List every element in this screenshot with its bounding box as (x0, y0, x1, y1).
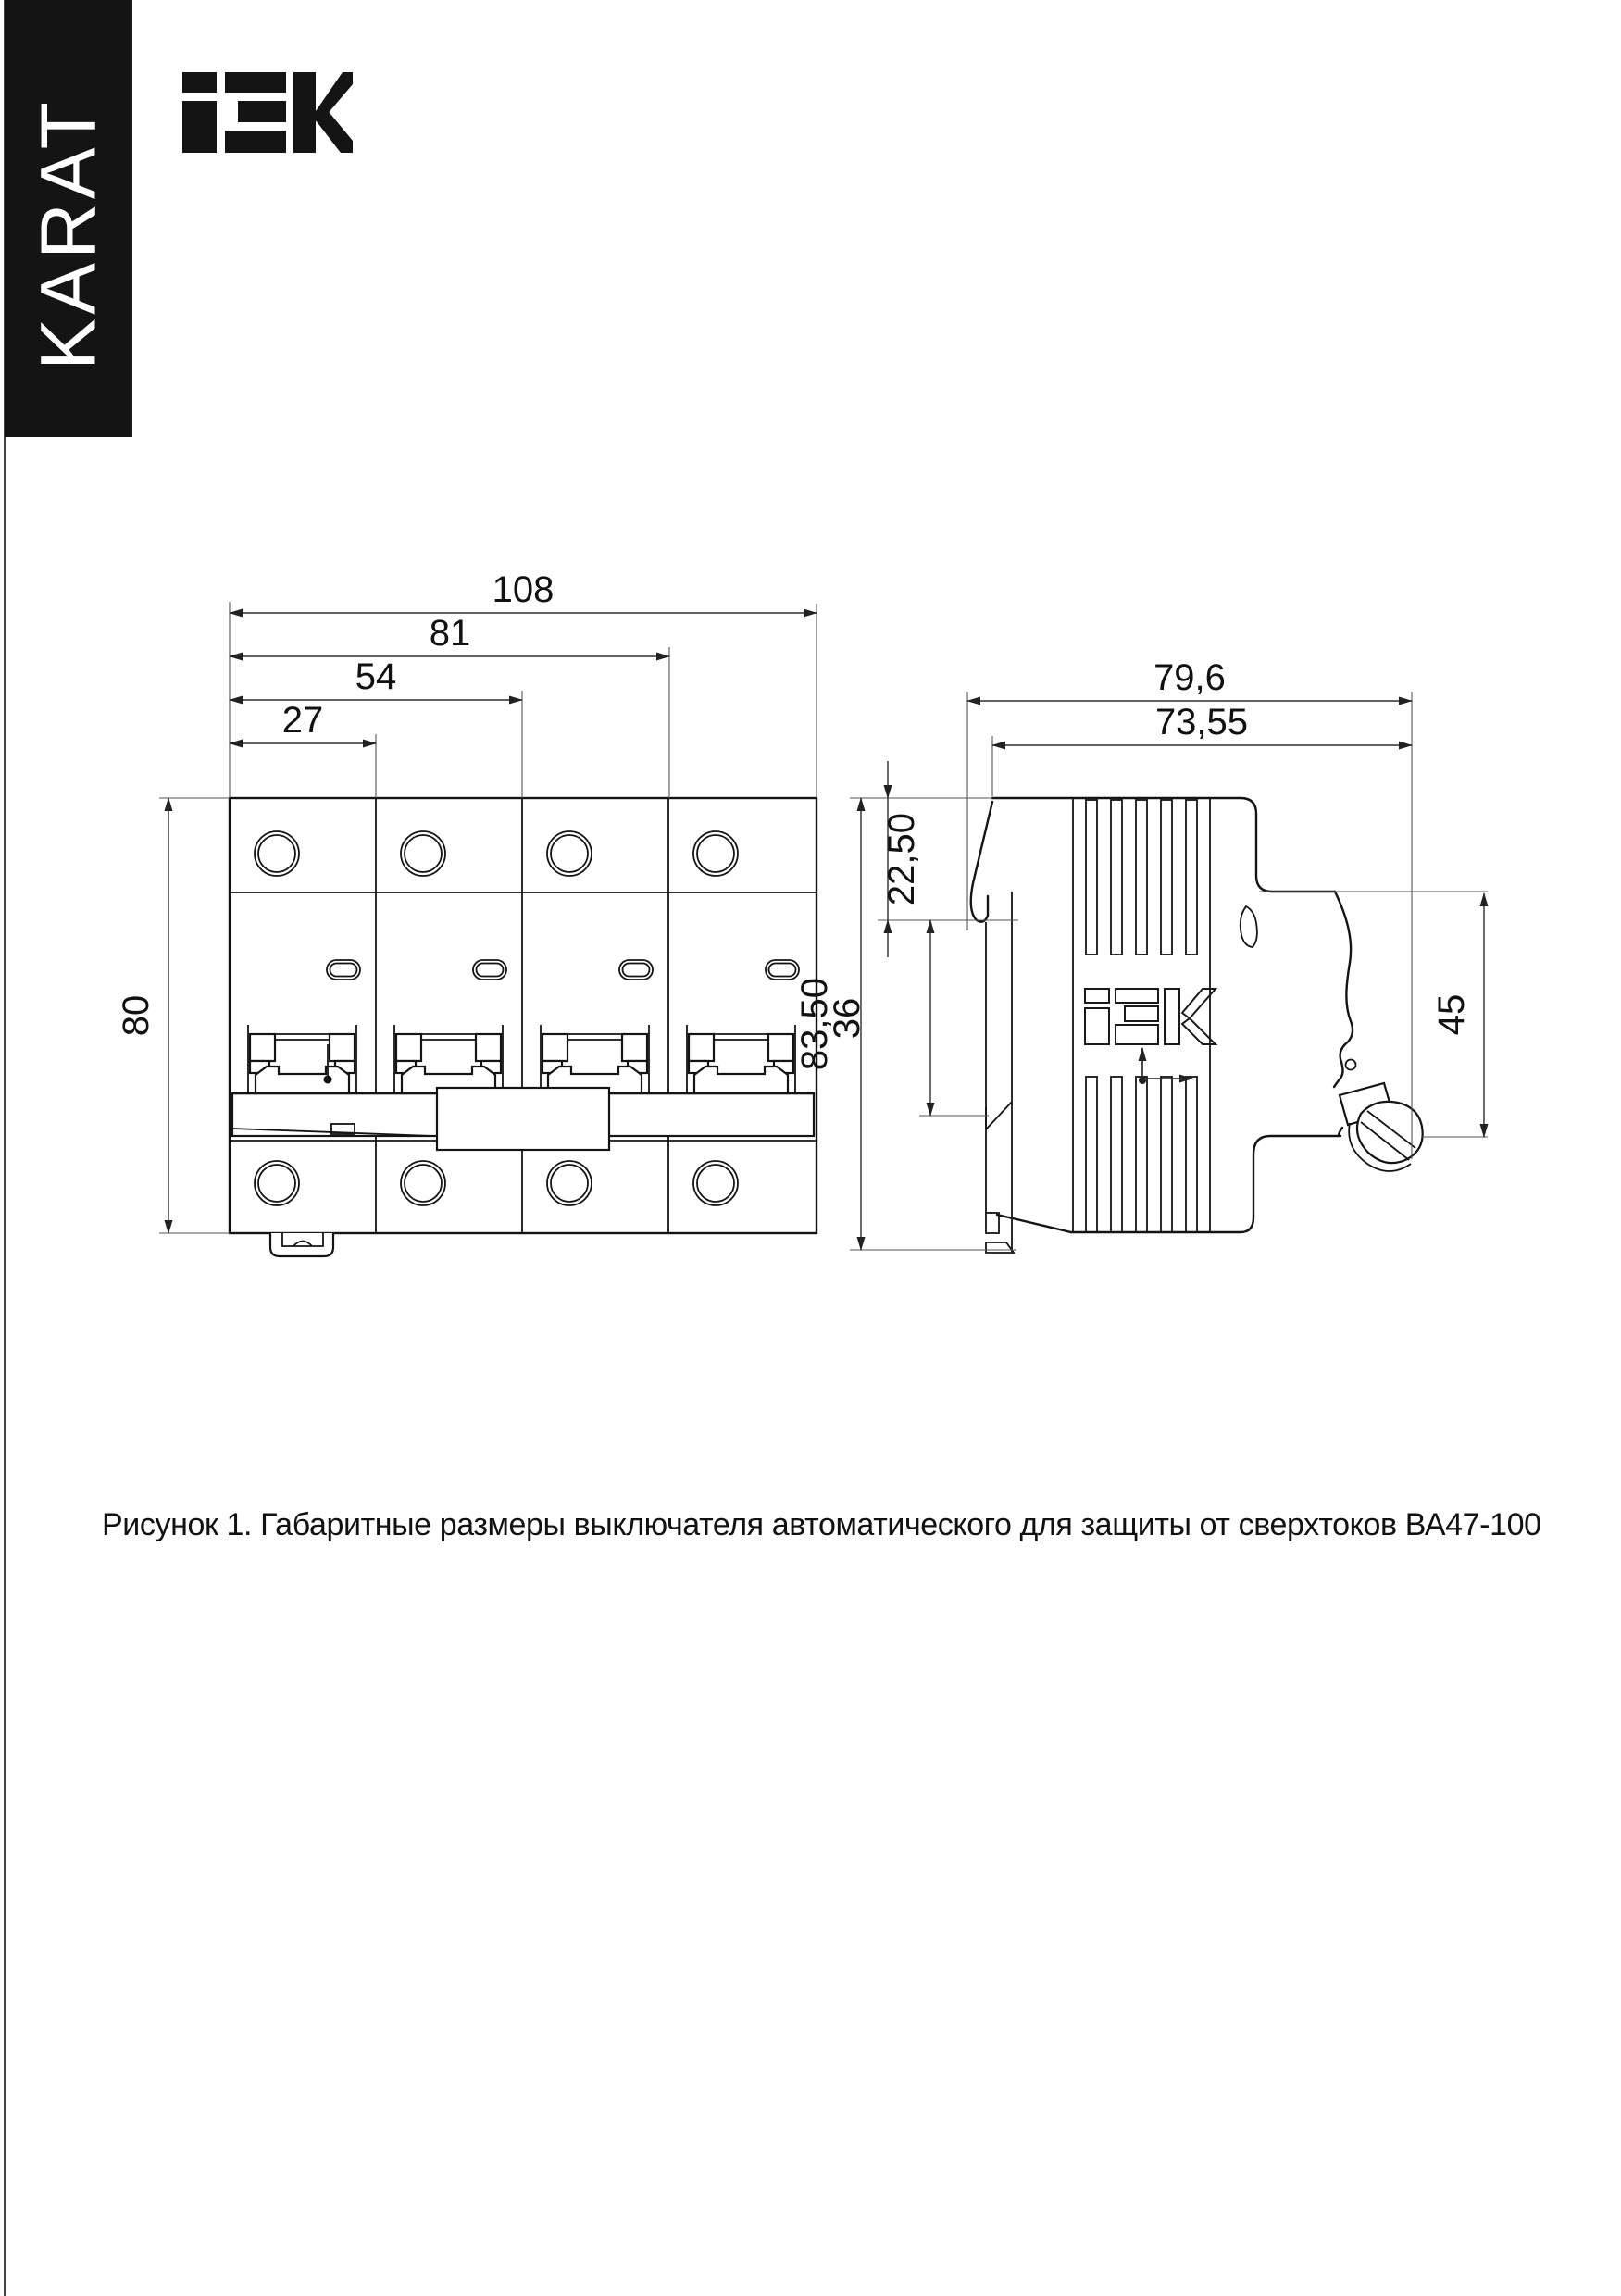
dim-81 (230, 613, 669, 656)
dim-73-55-label: 73,55 (1154, 702, 1249, 742)
handle-grip (437, 1088, 609, 1150)
dim-54 (230, 656, 522, 700)
dim-22-50-label: 22,50 (881, 812, 922, 906)
front-view (230, 798, 817, 1256)
dim-80-label: 80 (116, 994, 156, 1037)
iek-logo (182, 72, 353, 153)
brand-karat-label: KARAT (24, 98, 112, 370)
vent-slats-lower (1086, 1077, 1197, 1232)
rail-hook (971, 802, 1014, 1253)
dim-54-label: 54 (355, 656, 397, 697)
dim-81-label: 81 (429, 613, 471, 654)
dim-36-label: 36 (827, 997, 867, 1040)
iek-embossed-logo (1085, 989, 1216, 1044)
dim-45-label: 45 (1431, 993, 1472, 1036)
dim-79-6-label: 79,6 (1153, 657, 1226, 698)
iek-logo-e (225, 72, 286, 153)
dim-27-label: 27 (281, 700, 324, 741)
dimensions (116, 569, 1488, 1250)
front-body-outline (230, 798, 817, 1233)
iek-logo-k (293, 72, 353, 153)
dim-27 (230, 700, 376, 743)
handle-toggle (1340, 1060, 1423, 1172)
orientation-arrows (1139, 1048, 1192, 1084)
side-view (971, 798, 1423, 1253)
iek-logo-i (182, 72, 217, 153)
dim-80 (116, 798, 168, 1233)
pole-dividers (376, 798, 668, 1233)
dim-45 (1431, 893, 1484, 1137)
vent-panel-edges (1073, 798, 1210, 1232)
dim-83-50-label: 83,50 (794, 977, 835, 1071)
crescent-slot (1241, 906, 1257, 947)
dim-108 (230, 569, 817, 613)
dim-79-6 (967, 657, 1412, 701)
figure-caption: Рисунок 1. Габаритные размеры выключателя автоматического для защиты от сверхтоков ВА47-100 (102, 1507, 1541, 1542)
dim-22-50 (881, 761, 922, 957)
vent-slats-upper (1086, 800, 1197, 955)
dim-108-label: 108 (492, 569, 555, 610)
dim-36 (827, 920, 930, 1116)
dim-73-55 (992, 702, 1412, 745)
din-clip-tab (270, 1233, 333, 1256)
